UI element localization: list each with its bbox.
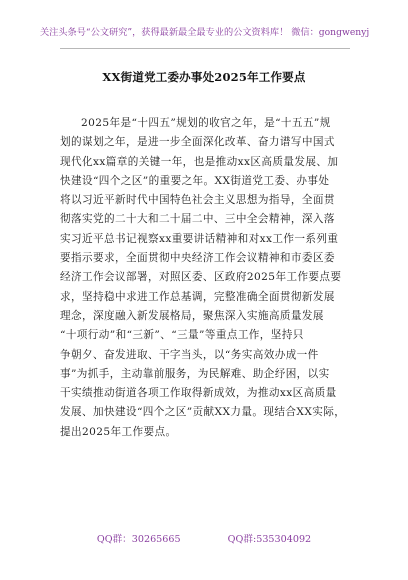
- body-line: 划的谋划之年，是进一步全面深化改革、奋力谱写中国式: [60, 136, 335, 149]
- footer-qq-group-1: QQ群：30265665: [96, 534, 181, 545]
- header-promo-note: 关注头条号“公文研究”，获得最新最全最专业的公文资料库！ 微信：gongwenyj: [40, 27, 370, 38]
- body-line: 干实绩推动街道各项工作取得新成效，为推动xx区高质量: [60, 387, 337, 400]
- body-line: 求，坚持稳中求进工作总基调，完整准确全面贯彻新发展: [60, 290, 335, 303]
- document-title: XX街道党工委办事处2025年工作要点: [102, 70, 306, 84]
- header-divider: [60, 48, 350, 49]
- body-line: “十项行动”和“三新”、“三量”等重点工作，坚持只: [60, 329, 304, 342]
- body-line: 事”为抓手，主动靠前服务，为民解难、助企纾困，以实: [60, 367, 330, 380]
- body-line: 经济工作会议部署，对照区委、区政府2025年工作要点要: [60, 271, 342, 284]
- body-line: 提出2025年工作要点。: [60, 425, 177, 438]
- body-line: 2025年是“十四五”规划的收官之年，是“十五五”规: [81, 117, 331, 129]
- body-line: 彻落实党的二十大和二十届二中、三中全会精神，深入落: [60, 213, 335, 226]
- body-line: 现代化xx篇章的关键一年，也是推动xx区高质量发展、加: [60, 155, 339, 168]
- body-line: 发展、加快建设“四个之区”贡献XX力量。现结合XX实际，: [60, 406, 346, 419]
- footer-contact: [40, 534, 368, 546]
- body-line: 实习近平总书记视察xx重要讲话精神和对xx工作一系列重: [60, 232, 339, 245]
- body-line: 将以习近平新时代中国特色社会主义思想为指导，全面贯: [60, 194, 335, 207]
- body-line: 要指示要求，全面贯彻中央经济工作会议精神和市委区委: [60, 252, 335, 265]
- body-line: 理念，深度融入新发展格局，聚焦深入实施高质量发展: [60, 309, 324, 322]
- footer-qq-group-2: QQ群:535304092: [227, 534, 312, 545]
- document-body: [60, 114, 360, 442]
- body-line: 快建设“四个之区”的重要之年。XX街道党工委、办事处: [60, 174, 330, 187]
- body-line: 争朝夕、奋发进取、干字当头，以“务实高效办成一件: [60, 348, 319, 361]
